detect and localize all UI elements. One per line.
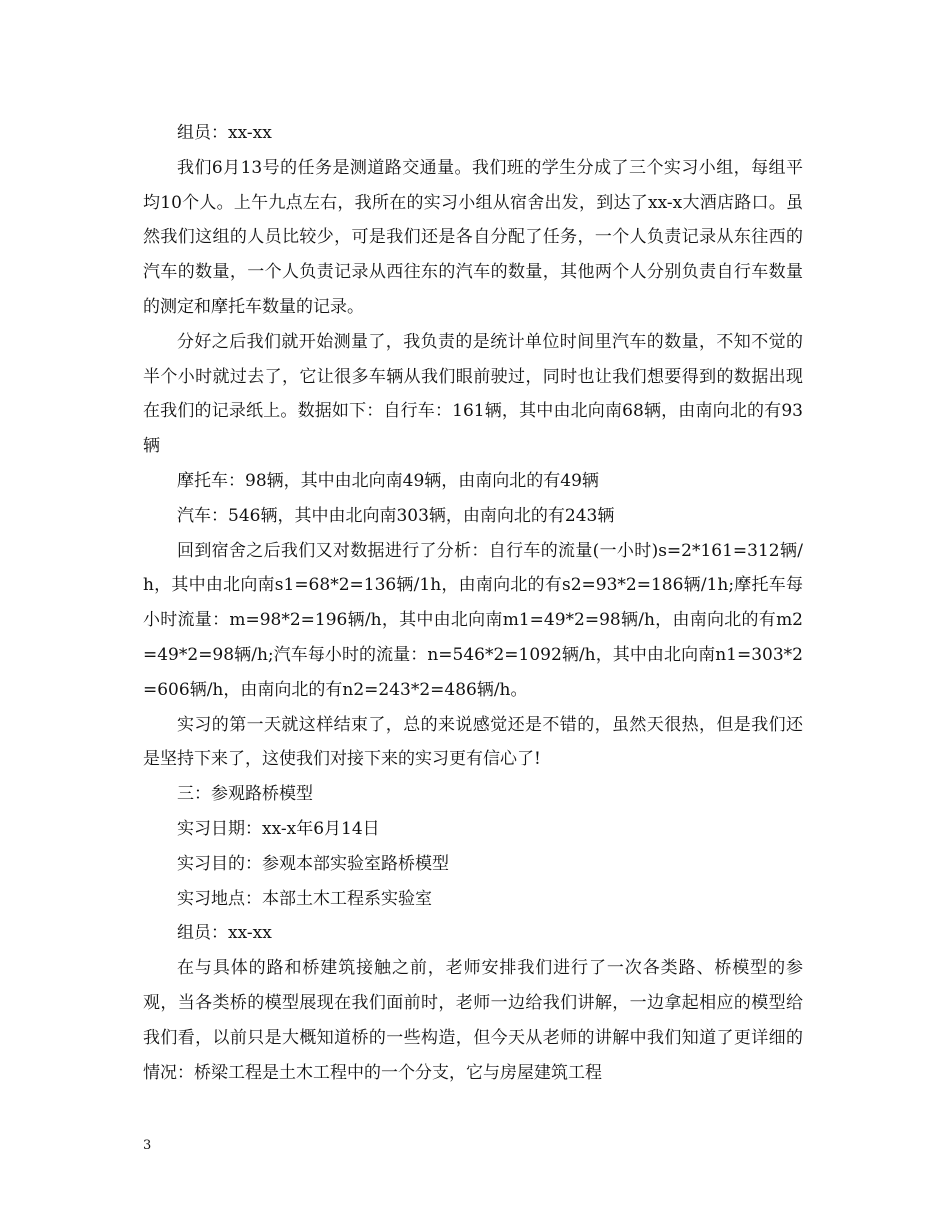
document-body: [143, 116, 803, 1090]
paragraph-purpose: 实习目的：参观本部实验室路桥模型: [177, 853, 449, 874]
paragraph-bridge-visit: 在与具体的路和桥建筑接触之前，老师安排我们进行了一次各类路、桥模型的参观，当各类桥的模型展现在我们面前时，老师一边给我们讲解，一边拿起相应的模型给我们看，以前只是大概知道桥的一些构造，但今天从老师的讲解中我们知道了更详细的情况：桥梁工程是土木工程中的一个分支，它与房屋建筑工程: [143, 958, 803, 1083]
section-heading: 三：参观路桥模型: [177, 784, 313, 805]
paragraph-task-intro: 我们6月13号的任务是测道路交通量。我们班的学生分成了三个实习小组，每组平均10个人。上午九点左右，我所在的实习小组从宿舍出发，到达了xx-x大酒店路口。虽然我们这组的人员比较少，可是我们还是各自分配了任务，一个人负责记录从东往西的汽车的数量，一个人负责记录从西往东的汽车的数量，其他两个人分别负责自行车数量的测定和摩托车数量的记录。: [143, 157, 803, 317]
page-number: 3: [143, 1138, 152, 1153]
paragraph-measurement: 分好之后我们就开始测量了，我负责的是统计单位时间里汽车的数量，不知不觉的半个小时就过去了，它让很多车辆从我们眼前驶过，同时也让我们想要得到的数据出现在我们的记录纸上。数据如下：自行车：161辆，其中由北向南68辆，由南向北的有93辆: [143, 331, 803, 457]
paragraph-members-1: 组员：xx-xx: [177, 123, 272, 143]
paragraph-analysis: 回到宿舍之后我们又对数据进行了分析：自行车的流量(一小时)s=2*161=312辆/h，其中由北向南s1=68*2=136辆/1h，由南向北的有s2=93*2=186辆/1h;摩托车每小时流量：m=98*2=196辆/h，其中由北向南m1=49*2=98辆/h，由南向北的有m2=49*2=98辆/h;汽车每小时的流量：n=546*2=1092辆/h，其中由北向南n1=303*2=606辆/h，由南向北的有n2=243*2=486辆/h。: [143, 540, 803, 700]
paragraph-car-data: 汽车：546辆，其中由北向南303辆，由南向北的有243辆: [177, 505, 615, 526]
paragraph-members-2: 组员：xx-xx: [177, 923, 272, 944]
paragraph-location: 实习地点：本部土木工程系实验室: [177, 888, 432, 909]
paragraph-day-summary: 实习的第一天就这样结束了，总的来说感觉还是不错的，虽然天很热，但是我们还是坚持下来了，这使我们对接下来的实习更有信心了!: [143, 714, 803, 770]
paragraph-date: 实习日期：xx-x年6月14日: [177, 818, 380, 839]
paragraph-motorcycle-data: 摩托车：98辆，其中由北向南49辆，由南向北的有49辆: [177, 470, 599, 491]
